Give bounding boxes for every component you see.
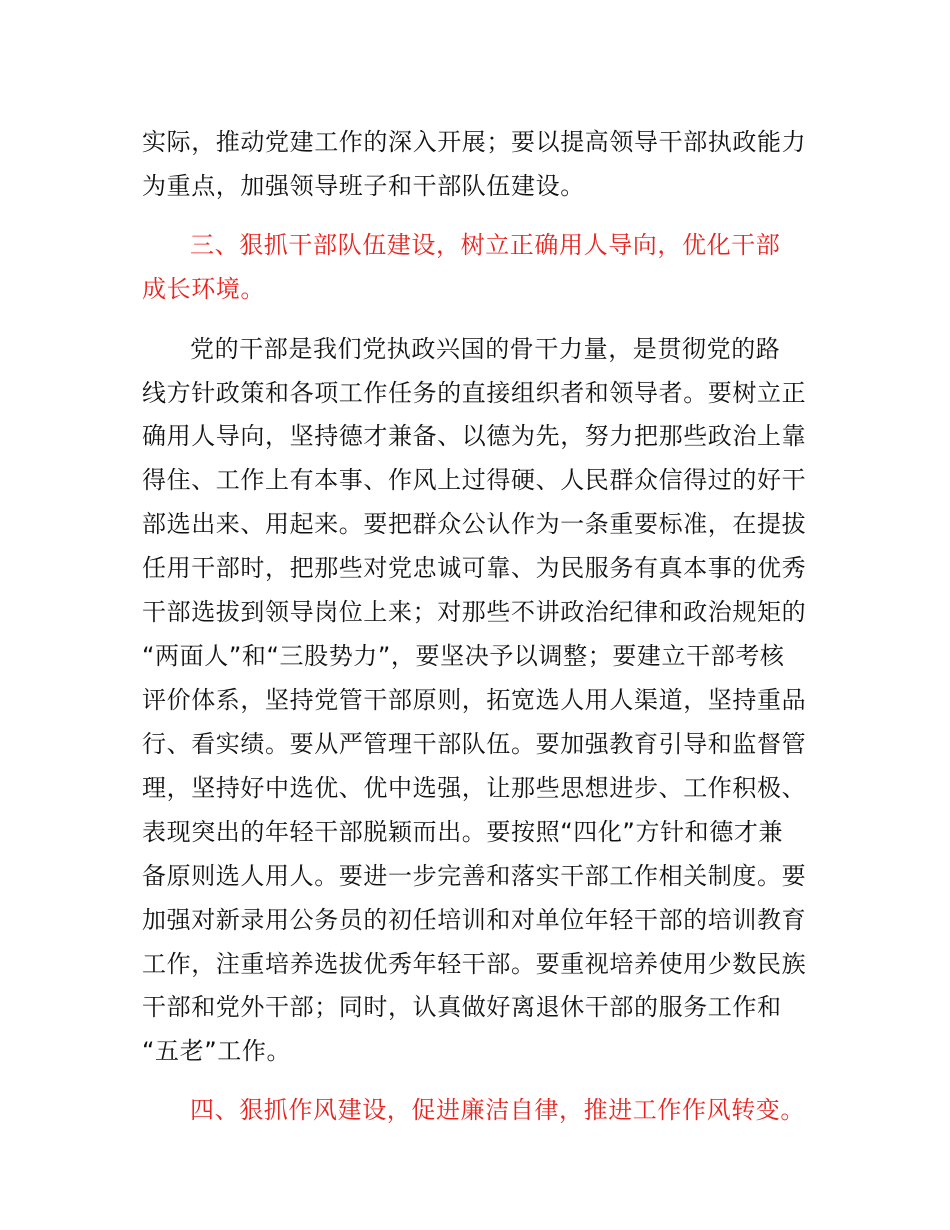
paragraph-line: 确用人导向，坚持德才兼备、以德为先，努力把那些政治上靠 — [142, 422, 807, 450]
paragraph-line: 评价体系，坚持党管干部原则，拓宽选人用人渠道，坚持重品 — [142, 686, 807, 714]
paragraph-line: 部选出来、用起来。要把群众公认作为一条重要标准，在提拔 — [142, 510, 807, 538]
paragraph-line: 理，坚持好中选优、优中选强，让那些思想进步、工作积极、 — [142, 774, 807, 802]
paragraph-line: 为重点，加强领导班子和干部队伍建设。 — [142, 172, 585, 200]
paragraph-line: 行、看实绩。要从严管理干部队伍。要加强教育引导和监督管 — [142, 730, 807, 758]
paragraph-line: 得住、工作上有本事、作风上过得硬、人民群众信得过的好干 — [142, 466, 807, 494]
paragraph-line: 实际，推动党建工作的深入开展；要以提高领导干部执政能力 — [142, 128, 807, 156]
heading-line: 四、狠抓作风建设，促进廉洁自律，推进工作作风转变。 — [190, 1096, 805, 1124]
paragraph-line: 干部和党外干部；同时，认真做好离退休干部的服务工作和 — [142, 993, 782, 1021]
paragraph-line: “五老”工作。 — [142, 1037, 292, 1065]
heading-line: 三、狠抓干部队伍建设，树立正确用人导向，优化干部 — [190, 231, 781, 259]
paragraph-line: 线方针政策和各项工作任务的直接组织者和领导者。要树立正 — [142, 379, 807, 407]
heading-line: 成长环境。 — [142, 275, 265, 303]
paragraph-line: 表现突出的年轻干部脱颖而出。要按照“四化”方针和德才兼 — [142, 818, 784, 846]
paragraph-line: 备原则选人用人。要进一步完善和落实干部工作相关制度。要 — [142, 862, 807, 890]
paragraph-line: 工作，注重培养选拔优秀年轻干部。要重视培养使用少数民族 — [142, 950, 807, 978]
paragraph-line: 任用干部时，把那些对党忠诚可靠、为民服务有真本事的优秀 — [142, 554, 807, 582]
paragraph-line: 党的干部是我们党执政兴国的骨干力量，是贯彻党的路 — [190, 335, 781, 363]
paragraph-line: 加强对新录用公务员的初任培训和对单位年轻干部的培训教育 — [142, 906, 807, 934]
paragraph-line: 干部选拔到领导岗位上来；对那些不讲政治纪律和政治规矩的 — [142, 598, 807, 626]
paragraph-line: “两面人”和“三股势力”，要坚决予以调整；要建立干部考核 — [142, 642, 785, 670]
